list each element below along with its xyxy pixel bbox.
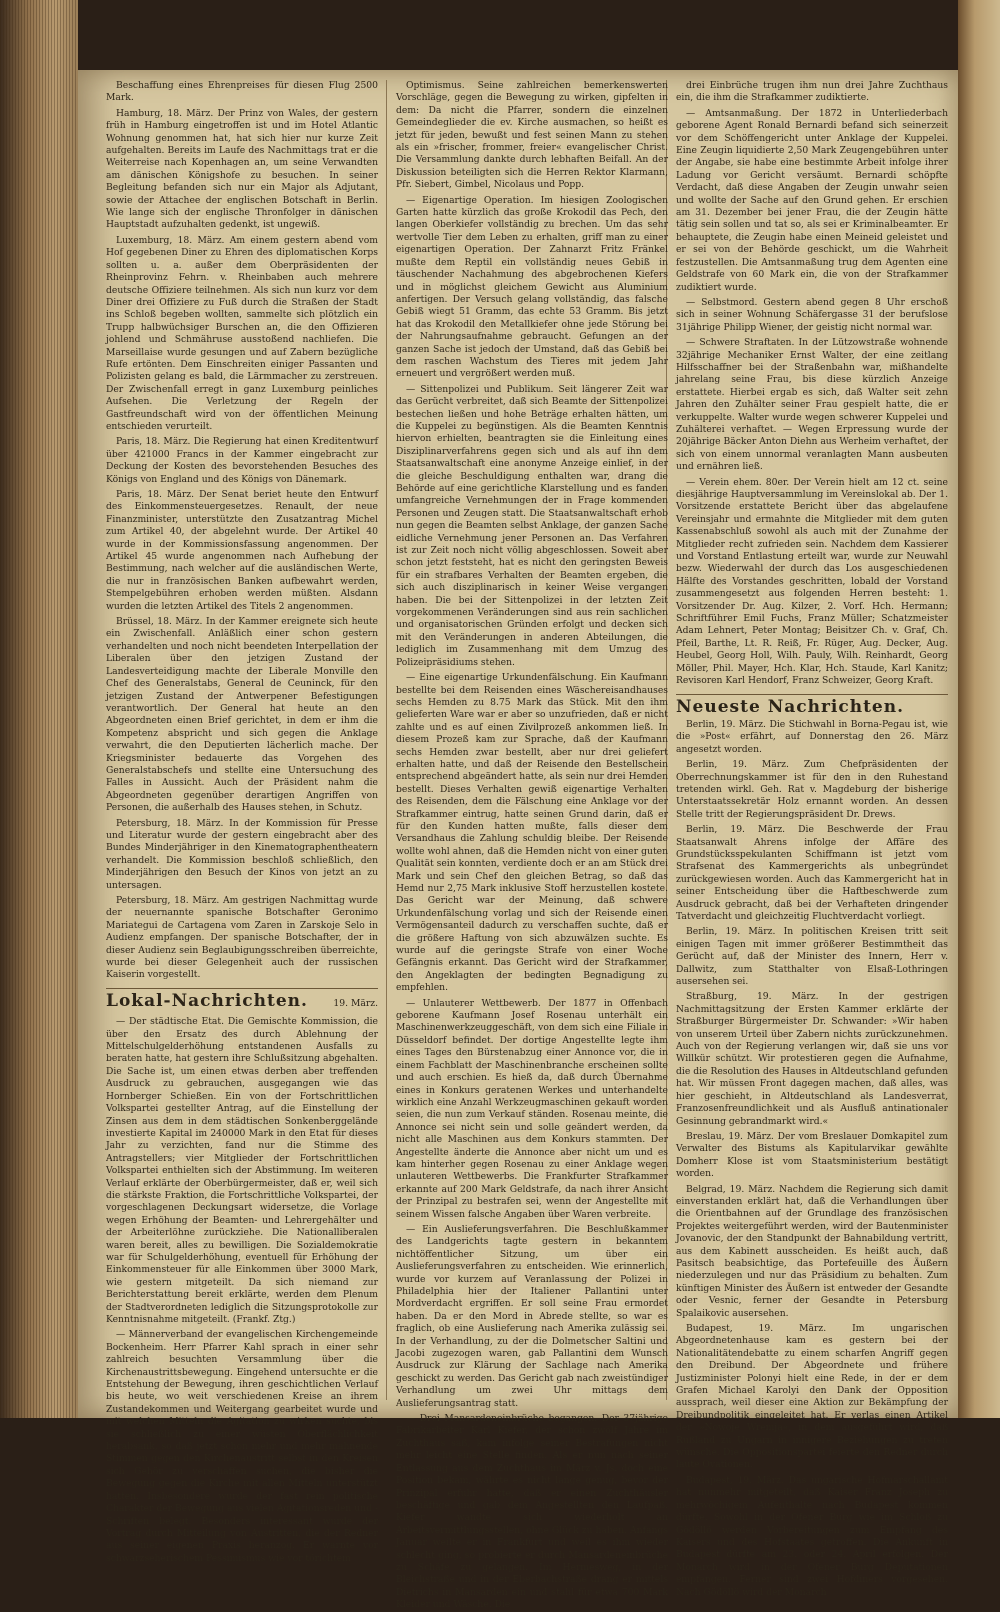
newspaper-page: [78, 70, 958, 1611]
article-paragraph: Budapest, 19. März. Im ungarischen Abgeordnetenhause kam es gestern bei der Nationalitätendebatte zu einem scharfen Angriff gegen den Dreibund. Der Abgeordnete und frühere Justizminister Polonyi hielt eine Rede, in der er dem Grafen Michael Karolyi den Dank der Opposition aussprach, weil dieser eine Aktion zur Bekämpfung der Dreibundpolitik eingeleitet hat. Er verlas einen Artikel der »Nowoje Wremja«, in dem ausgeführt wird, daß Rußland zu Ungarn in innigere Beziehungen zu treten wünsche. Die Oppositionspartei feierte den Redner durch laute Ovationen.: [676, 1323, 948, 1471]
section-date: 19. März.: [333, 997, 378, 1009]
article-paragraph: Petersburg, 18. März. Am gestrigen Nachmittag wurde der neuernannte spanische Botschafter Geronimo Mariategui de Cartagena vom Zaren in Zarskoje Selo in Audienz empfangen. Der spanische Botschafter, der in dieser Audienz sein Beglaubigungsschreiben überreichte, wurde bei dieser Gelegenheit auch der russischen Kaiserin vorgestellt.: [106, 895, 378, 981]
article-paragraph: — Der städtische Etat. Die Gemischte Kommission, die über den Ersatz des durch Ablehnung der Mittelschulgelderhöhung entstandenen Ausfalls zu beraten hatte, hat gestern ihre Schlußsitzung abgehalten. Die Sache ist, um einen etwas derben aber treffenden Ausdruck zu gebrauchen, ausgegangen wie das Hornberger Schießen. Ein von der Fortschrittlichen Volkspartei gestellter Antrag, auf die Einstellung der Zinsen aus dem in dem städtischen Sonkenberggelände investierte Kapital im 240000 Mark in den Etat für dieses Jahr zu verzichten, fand nur die Stimme des Antragstellers; vier Mitglieder der Fortschrittlichen Volkspartei enthielten sich der Abstimmung. Im weiteren Verlauf erklärte der Oberbürgermeister, daß er, weil sich die stärkste Fraktion, die Fortschrittliche Volkspartei, der vorgeschlagenen Deckungsart widersetze, die Vorlage wegen Erhöhung der Beamten- und Lehrergehälter und der Arbeiterlöhne zurückziehe. Die Nationalliberalen waren bereit, alles zu bewilligen. Die Sozialdemokratie war für Schulgelderhöhung, eventuell für Erhöhung der Einkommensteuer für alle Einkommen über 3000 Mark, wie gestern mitgeteilt. Da sich niemand zur Berichterstattung bereit erklärte, werden dem Plenum der Stadtverordneten lediglich die Sitzungsprotokolle zur Kenntnisnahme mitgeteilt. (Frankf. Ztg.): [106, 1016, 378, 1325]
section-heading-news: [676, 694, 948, 715]
article-paragraph: — Eine eigenartige Urkundenfälschung. Ein Kaufmann bestellte bei dem Reisenden eines Wäschereisandhauses sechs Hemden zu 8.75 Mark das Stück. Mit den ihm gelieferten Ware war er aber so unzufrieden, daß er nicht zahlte und es auf einen Zivilprozeß ankommen ließ. In diesem Prozeß kam zur Sprache, daß der Kaufmann sechs Hemden zwar bestellt, aber nur drei geliefert erhalten hatte, und daß der Reisende den Bestellschein entsprechend abgeändert hatte, als sein nur drei Hemden bestellt. Dieses Verhalten gewiß eigenartige Verhalten des Reisenden, dem die Fälschung eine Anklage vor der Strafkammer eintrug, hatte seinen Grund darin, daß er für den Kunden hatten mußte, falls dieser dem Versandhaus die Zahlung schuldig bleibe. Der Reisende wollte wohl ahnen, daß die Hemden nicht von einer guten Qualität sein konnten, verdiente doch er an am Stück drei Mark und sein Chef den gleichen Betrag, so daß das Hemd nur 2,75 Mark inklusive Stoff herzustellen kostete. Das Gericht war der Meinung, daß schwere Urkundenfälschung vorlag und sich der Reisende einen Vermögensanteil dadurch zu verschaffen suchte, daß er die größere Haftung von sich abzuwälzen suchte. Es wurde auf die geringste Strafe von einer Woche Gefängnis erkannt. Das Gericht wird der Strafkammer, den Angeklagten der bedingten Begnadigung zu empfehlen.: [396, 672, 668, 994]
section-title: Lokal-Nachrichten.: [106, 990, 308, 1011]
article-paragraph: — Selbstmord. Gestern abend gegen 8 Uhr erschoß sich in seiner Wohnung Schäfergasse 31 der berufslose 31jährige Philipp Wiener, der geistig nicht normal war.: [676, 296, 948, 333]
article-paragraph: Berlin, 19. März. Zum Chefpräsidenten der Oberrechnungskammer ist für den in den Ruhestand tretenden wirkl. Geh. Rat v. Magdeburg der bisherige Unterstaatssekretär Holz ernannt worden. An dessen Stelle tritt der Regierungspräsident Dr. Drews.: [676, 759, 948, 820]
article-paragraph: — Amtsanmaßung. Der 1872 in Unterliederbach geborene Agent Ronald Bernardi befand sich seinerzeit vor dem Schöffengericht unter Anklage der Kuppelei. Eine Zeugin liquidierte 2,50 Mark Zeugengebühren unter der Angabe, sie habe eine bestimmte Arbeit infolge ihrer Ladung vor Gericht versäumt. Bernardi schöpfte Verdacht, daß diese Angaben der Zeugin unwahr seien und wollte der Sache auf den Grund gehen. Er erschien am 31. Dezember bei jener Frau, die der Zeugin hätte tätig sein sollen und tat so, als sei er Kriminalbeamter. Er behauptete, die Zeugin habe einen Meineid geleistet und er sei von der Behörde geschickt, um die Wahrheit festzustellen. Die Amtsanmaßung trug dem Agenten eine Geldstrafe von 60 Mark ein, die von der Strafkammer zudiktiert wurde.: [676, 107, 948, 293]
book-page-edges: [0, 0, 78, 1418]
article-paragraph: Breslau, 19. März. Der vom Breslauer Domkapitel zum Verwalter des Bistums als Kapitularvikar gewählte Domherr Klose ist vom Staatsministerium bestätigt worden.: [676, 1130, 948, 1180]
article-paragraph: Berlin, 19. März. Die Beschwerde der Frau Staatsanwalt Ahrens infolge der Affäre des Grundstücksspekulanten Schiffmann ist jetzt vom Strafsenat des Kammergerichts als unbegründet zurückgewiesen worden. Auch das Kammergericht hat in seiner Entscheidung über die Haftbeschwerde zum Ausdruck gebracht, daß bei der Verhafteten dringender Tatverdacht und gleichzeitig Fluchtverdacht vorliegt.: [676, 824, 948, 922]
section-heading-local: [106, 988, 378, 1012]
column-3: [676, 80, 948, 1598]
article-paragraph: Belgrad, 19. März. Nachdem die Regierung sich damit einverstanden erklärt hat, daß die Verhandlungen über die Orientbahnen auf der Grundlage des französischen Projektes weitergeführt werden, wird der Bautenminister Jovanovic, der den Standpunkt der Bahnabildung vertritt, aus dem Kabinett ausscheiden. Es heißt auch, daß Pasitsch beabsichtige, das Portefeuille des Äußern niederzulegen und nur das Präsidium zu behalten. Zum künftigen Minister des Äußern ist entweder der Gesandte oder Vesnic, ferner der Gesandte in Petersburg Spalaikovic ausersehen.: [676, 1183, 948, 1319]
article-paragraph: Paris, 18. März. Der Senat beriet heute den Entwurf des Einkommensteuergesetzes. Renault, der neue Finanzminister, unterstützte den Zusatzantrag Michel zum Artikel 40, der abgelehnt wurde. Der Artikel 40 wurde in der Kommissionsfassung angenommen. Der Artikel 45 wurde angenommen nach Aufhebung der Bestimmung, nach welcher auf die ausländischen Werte, die nur in französischen Banken aufbewahrt werden, Stempelgebühren erhoben werden müßten. Alsdann wurden die letzten Artikel des Titels 2 angenommen.: [106, 489, 378, 612]
article-paragraph: — Verein ehem. 80er. Der Verein hielt am 12 ct. seine diesjährige Hauptversammlung im Vereinslokal ab. Der 1. Vorsitzende erstattete Bericht über das abgelaufene Vereinsjahr und ermahnte die Mitglieder mit dem guten Kassenabschluß sowohl als auch mit der Zunahme der Mitglieder recht zufrieden sein. Nachdem dem Kassierer und Vorstand Entlastung erteilt war, wurde zur Neuwahl bezw. Wiederwahl der durch das Los ausgeschiedenen Hälfte des Vorstandes geschritten, lobald der Vorstand zusammengesetzt aus folgenden Herren besteht: 1. Vorsitzender Dr. Aug. Kilzer, 2. Vorf. Hch. Hermann; Schriftführer Emil Fuchs, Franz Müller; Schatzmeister Adam Lehnert, Peter Montag; Beisitzer Ch. v. Graf, Ch. Pfeil, Barthe, Lt. R. Reiß, Fr. Rüger, Aug. Decker, Aug. Heubel, Georg Holl, Wilh. Pauly, Wilh. Reinhardt, Georg Möller, Phil. Mayer, Hch. Klar, Hch. Staude, Karl Kanitz; Revisoren Karl Hendorf, Franz Schweizer, Georg Kraft.: [676, 476, 948, 687]
article-paragraph: Beschaffung eines Ehrenpreises für diesen Flug 2500 Mark.: [106, 80, 378, 104]
column-2: [396, 80, 668, 1611]
article-paragraph: Hamburg, 18. März. Der Prinz von Wales, der gestern früh in Hamburg eingetroffen ist und im Hotel Atlantic Wohnung genommen hat, hat sich hier nur kurze Zeit aufgehalten. Bereits im Laufe des Nachmittags trat er die Weiterreise nach Kopenhagen an, um seine Verwandten am dänischen Königshofe zu besuchen. In seiner Begleitung befanden sich nur ein Major als Adjutant, sowie der Attachee der englischen Botschaft in Berlin. Wie lange sich der englische Thronfolger in dänischen Hauptstadt aufzuhalten gedenkt, ist ungewiß.: [106, 107, 378, 231]
article-paragraph: Paris, 18. März. Die Regierung hat einen Kreditentwurf über 421000 Francs in der Kammer eingebracht zur Deckung der Kosten des bevorstehenden Besuches des Königs von England und des Königs von Dänemark.: [106, 436, 378, 485]
article-paragraph: Brüssel, 18. März. In der Kammer ereignete sich heute ein Zwischenfall. Anläßlich einer schon gestern verhandelten und noch nicht beendeten Interpellation der Liberalen über den jetzigen Zustand der Landesverteidigung machte der Liberale Monville den Chef des Generalstabs, General de Ceuninck, für den jetzigen Zustand der Antwerpener Befestigungen verantwortlich. Der General hat heute an den Abgeordneten einen Brief gerichtet, in dem er ihm die Kompetenz abspricht und sich gegen die Anklage verwahrt, die den Deputierten lächerlich mache. Der Kriegsminister bedauerte das Vorgehen des Generalstabschefs und stellte eine Untersuchung des Falles in Aussicht. Auch der Präsident nahm die Abgeordneten gegenüber derartigen Angriffen von Personen, die außerhalb des Hauses stehen, in Schutz.: [106, 616, 378, 814]
article-paragraph: Berlin, 19. März. Die Stichwahl in Borna-Pegau ist, wie die »Post« erfährt, auf Donnerstag den 26. März angesetzt worden.: [676, 718, 948, 755]
article-paragraph: Straßburg, 19. März. In der gestrigen Nachmittagsitzung der Ersten Kammer erklärte der Straßburger Bürgermeister Dr. Schwander: »Wir haben von unserem Urteil über Zabern nichts zurückzunehmen. Auch von der Regierung verlangen wir, daß sie uns vor Willkür schützt. Wir protestieren gegen die Aufnahme, die die Resolution des Hauses in Altdeutschland gefunden hat. Wir müssen Front dagegen machen, daß alles, was hier geschieht, in Altdeutschland als Landesverrat, Franzosenfreundlichkeit und als Ausfluß antinationaler Gesinnung gebrandmarkt wird.«: [676, 991, 948, 1127]
article-paragraph: — Eigenartige Operation. Im hiesigen Zoologischen Garten hatte kürzlich das große Krokodil das Pech, den langen Oberkiefer vollständig zu brechen. Um das sehr wertvolle Tier dem Leben zu erhalten, griff man zu einer eigenartigen Operation. Der Zahnarzt Fritz Fränkel mußte dem Reptil ein vollständig neues Gebiß in täuschender Nachahmung des abgebrochenen Kiefers und in möglichst gleichem Gewicht aus Aluminium anfertigen. Der Versuch gelang vollständig, das falsche Gebiß wiegt 51 Gramm, das echte 53 Gramm. Bis jetzt hat das Krokodil den Metallkiefer ohne jede Störung bei der Nahrungsaufnahme gebraucht. Gefungen an der ganzen Sache ist jedoch der Umstand, daß das Gebiß bei dem raschen Wachstum des Tieres mit jedem Jahr erneuert und vergrößert werden muß.: [396, 194, 668, 380]
adjacent-page-strip: [958, 0, 1000, 1418]
article-paragraph: Luxemburg, 18. März. Am einem gestern abend vom Hof gegebenen Diner zu Ehren des diplomatischen Korps sollten u. a. außer dem Oberpräsidenten der Rheinprovinz Fehrn. v. Rheinbaben auch mehrere deutsche Offiziere teilnehmen. Als sich nun kurz vor dem Diner drei Offiziere zu Fuß durch die Straßen der Stadt ins Schloß begeben wollten, sammelte sich plötzlich ein Trupp halbwüchsiger Burschen an, die den Offizieren johlend und Schmähruse ausstoßend nachliefen. Die Marseillaise wurde gesungen und auf Zabern bezügliche Rufe ertönten. Dem Einschreiten einiger Passanten und Polizisten gelang es bald, die Lärmmacher zu zerstreuen. Der Zwischenfall erregt in ganz Luxemburg peinliches Aufsehen. Die Verletzung der Regeln der Gastfreundschaft wird von der öffentlichen Meinung entschieden verurteilt.: [106, 234, 378, 432]
article-paragraph: — Schwere Straftaten. In der Lützowstraße wohnende 32jährige Mechaniker Ernst Walter, der eine zeitlang Hilfsschaffner bei der Straßenbahn war, mißhandelte jahrelang seine Frau, bis diese kürzlich Anzeige erstattete. Hierbei ergab es sich, daß Walter seit zehn Jahren den Zuhälter seiner Frau gespielt hatte, die er verkuppelte. Walter wurde wegen schwerer Kuppelei und Zuhälterei verhaftet. — Wegen Erpressung wurde der 20jährige Bäcker Anton Diehn aus Werheim verhaftet, der sich von einem unnormal veranlagten Mann ausbeuten und ernähren ließ.: [676, 337, 948, 473]
column-rule: [386, 80, 387, 1400]
article-paragraph: — Drei Mansardeneinbrüche begangen. Der 37jährige Fabrikarbeiter Karl Kiefer, der schon zwölf Jahre im Zuchthaus saß, kam infolge seiner Bestrafungen nicht mehr leicht eine Stelle finden. Als er nun nach seiner Entlassung aus dem Zuchthaus im März v. Js. doch eine Position bekam, währte es nicht lange genug, bevor der Prinzipal erfuhr hatte, daß er einen Zuchthäusler beschäftige und gab dem Angestellten den Laufpaß. Kiefer wandte sich wiederholt an Arbeitsvermittlungsstellen, ohne Glück zu haben. Anfangs Januar weilte er in Frankfurt und weil es ihm wieder schlecht ging, so probierte er durch Mansardeneinbrüche zu Schäfe zu gelangen. Im Hermesweg, in der Bleichstraße und in der Eberbachstraße drang er mittels Dietrichs in Mansarden ein und stahl für etwa 700 Mark Kleider und Wäsche. Die: [396, 1413, 668, 1611]
article-paragraph: — Sittenpolizei und Publikum. Seit längerer Zeit war das Gerücht verbreitet, daß sich Beamte der Sittenpolizei bestechen ließen und hohe Beträge erhalten hätten, um die Kuppelei zu begünstigen. Als die Beamten Kenntnis hiervon erhielten, beantragten sie die Einleitung eines Disziplinarverfahrens gegen sich und als auf ihn dem Staatsanwaltschaft eine anonyme Anzeige einlief, in der die gleiche Beschuldigung enthalten war, drang die Behörde auf eine gerichtliche Klarstellung und es fanden umfangreiche Vernehmungen der in Frage kommenden Personen und Zeugen statt. Die Staatsanwaltschaft erhob nun gegen die Beamten selbst Anklage, der ganzen Sache eidliche Vernehmung jener Personen an. Das Verfahren ist zur Zeit noch nicht völlig abgeschlossen. Soweit aber schon jetzt feststeht, hat es nicht den geringsten Beweis für ein strafbares Verhalten der Beamten ergeben, die sich auch disziplinarisch in keiner Weise vergangen haben. Die bei der Sittenpolizei in der letzten Zeit vorgekommenen Veränderungen sind aus rein sachlichen und organisatorischen Gründen erfolgt und decken sich mit den Veränderungen in anderen Abteilungen, die lediglich im Zusammenhang mit dem Umzug des Polizeipräsidiums stehen.: [396, 383, 668, 668]
article-paragraph: drei Einbrüche trugen ihm nun drei Jahre Zuchthaus ein, die ihm die Strafkammer zudiktierte.: [676, 80, 948, 104]
article-paragraph: Berlin, 19. März. In politischen Kreisen tritt seit einigen Tagen mit immer größerer Bestimmtheit das Gerücht auf, daß der Minister des Innern, Herr v. Dallwitz, zum Statthalter von Elsaß-Lothringen ausersehen sei.: [676, 926, 948, 988]
article-paragraph: — Männerverband der evangelischen Kirchengemeinde Bockenheim. Herr Pfarrer Kahl sprach in einer sehr zahlreich besuchten Versammlung über die Kirchenaustrittsbewegung. Eingehend untersuchte er die Entstehung der Bewegung, ihren geschichtlichen Verlauf bis heute, wo weit verschiedenen Kreise an ihrem Zustandekommen und Weitergang gearbeitet wurde und mit welchen Mitteln die Agitation zu wirken suchte, bis sie schließlich zu einer wüsten Oberflächlichkeit herabsank, so daß jetzt schon mehr und mehr mahnende Stimmen gegen den Kirchenaustritt selbst in den Kreisen sich Gehör zu verschaffen suchen, die bisher die Bewegung gegen die Kirche mit allen Mitteln unterstützt hatten. Insbesondere wurde der fast rein politische Charakter der Bewegung aus vielen Agitationsreden und -Schriften belegt. Besonders interessant wurde der Vortrag durch Mitteilung von Austritten, die der Redner aus seiner eigenen Praxis heranzog. Er warnte vor schwarzseherischem Pessimismus wie vor törichtem: [106, 1329, 378, 1564]
column-1: [106, 80, 378, 1564]
article-paragraph: — Unlauterer Wettbewerb. Der 1877 in Offenbach geborene Kaufmann Josef Rosenau unterhält ein Maschinenwerkzeuggeschäft, von dem sich eine Filiale in Düsseldorf befindet. Der dortige Angestellte legte ihm eines Tages den Bürstenabzug einer Annonce vor, die in einem Fachblatt der Maschinenbranche erscheinen sollte und auch erschien. Es hieß da, daß durch Übernahme eines in Konkurs geratenen Werkes und unterhandelte wirklich eine Anzahl Werkzeugmaschinen gekauft worden seien, die nun zum Verkauf ständen. Rosenau meinte, die Annonce sei nicht sein und solle geändert werden, da nicht alle Maschinen aus dem Konkurs stammten. Der Angestellte änderte die Annonce aber nicht um und es kam hinterher gegen Rosenau zu einer Anklage wegen unlauteren Wettbewerbs. Die Frankfurter Strafkammer erkannte auf 200 Mark Geldstrafe, da nach ihrer Ansicht der Prinzipal zu bestrafen sei, wenn der Angestellte mit seinem Wissen falsche Angaben über Waren verbreite.: [396, 997, 668, 1220]
article-paragraph: Petersburg, 18. März. In der Kommission für Presse und Literatur wurde der gestern eingebracht aber des Bundes Minderjähriger in den Kinematographentheatern verhandelt. Die Kommission beschloß schließlich, den Minderjährigen den Besuch der Kinos von jetzt an zu untersagen.: [106, 817, 378, 891]
article-paragraph: Optimismus. Seine zahlreichen bemerkenswerten Vorschläge, gegen die Bewegung zu wirken, gipfelten in dem: Da nicht die Pfarrer, sondern die einzelnen Gemeindeglieder die ev. Kirche ausmachen, so heißt es jetzt für jeden, bewußt und fest seinen Mann zu stehen als ein »frischer, frommer, freier« evangelischer Christ. Die Versammlung dankte durch lebhaften Beifall. An der Diskussion beteiligten sich die Herren Rektor Klarmann, Pfr. Siebert, Gimbel, Nicolaus und Popp.: [396, 80, 668, 191]
article-paragraph: Budapest, 19. März. Das ungarische Hofmarschallamt hat nunmehr mitgeteilt, daß Kaiser Franz Joseph zu mehrwöchigem Aufenthalte nach Budapest kommen dürfte. Sowohl in der Ofener Burg wie im Schloß zu Gödöllö werden Vorbereitungen zum Empfang des Kaisers und des Hofstaates getroffen. Die Ankunft in Budapest dürfte am 23. oder 24. April erfolgen. Der Monarch wird in der Ofener Burg Deputationen empfangen. Ferner sind zwei Hofdiners vorgesehen. Nach Gödöllö wird der Monarch: [676, 1474, 948, 1598]
article-paragraph: — Ein Auslieferungsverfahren. Die Beschlußkammer des Landgerichts tagte gestern in bekanntem nichtöffentlicher Sitzung, um über ein Auslieferungsverfahren zu entscheiden. Wie erinnerlich, wurde vor kurzem auf Veranlassung der Polizei in Philadelphia hier der Italiener Pallantini unter Mordverdacht ergriffen. Er soll seine Frau ermordet haben. Da er den Mord in Abrede stellte, so war es fraglich, ob eine Auslieferung nach Amerika zulässig sei. In der Verhandlung, zu der die Dolmetscher Saltini und Jacobi zugezogen waren, gab Pallantini dem Wunsch Ausdruck zur Klärung der Sachlage nach Amerika geschickt zu werden. Das Gericht gab nach zweistündiger Verhandlung um zwei Uhr mittags dem Auslieferungsantrag statt.: [396, 1223, 668, 1409]
section-title: Neueste Nachrichten.: [676, 696, 905, 717]
